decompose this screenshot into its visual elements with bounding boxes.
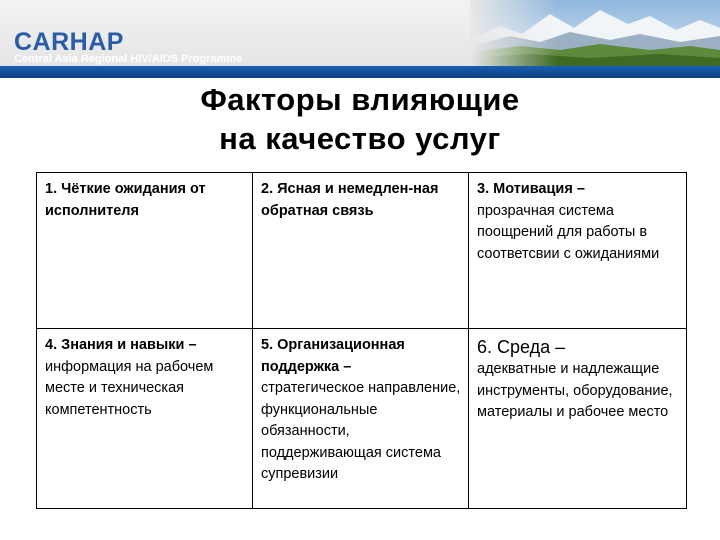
logo-title: CARHAP — [14, 28, 124, 56]
factor-heading: 6. Среда – — [477, 337, 566, 357]
factor-heading: 5. Организационная поддержка – — [261, 337, 405, 375]
factor-cell-3 — [469, 173, 687, 329]
slide-title-line-1: Факторы влияющие — [200, 82, 520, 117]
factor-cell-6 — [469, 329, 687, 509]
factor-body: прозрачная система поощрений для работы в соответсвии с ожиданиями — [477, 202, 660, 262]
slide-title-line-2: на качество услуг — [219, 121, 501, 156]
mountain-landscape-icon — [470, 0, 720, 66]
table-row — [37, 173, 687, 329]
factor-cell-5 — [253, 329, 469, 509]
factor-body: адекватные и надлежащие инструменты, оборудование, материалы и рабочее место — [477, 361, 673, 420]
mountain-photo — [470, 0, 720, 66]
factor-heading: 2. Ясная и немедлен-ная обратная связь — [261, 181, 439, 219]
factor-cell-4 — [37, 329, 253, 509]
factor-heading: 4. Знания и навыки – — [45, 337, 197, 353]
slide-title — [150, 80, 570, 158]
factor-cell-2 — [253, 173, 469, 329]
factor-cell-1 — [37, 173, 253, 329]
factor-body: стратегическое направление, функциональные обязанности, поддерживающая система супревизии — [261, 380, 461, 482]
factor-heading: 1. Чёткие ожидания от исполнителя — [45, 181, 206, 219]
logo-subtitle: Central Asia Regional HIV/AIDS Programme — [14, 53, 243, 65]
factor-body: информация на рабочем месте и техническая компетентность — [45, 358, 214, 418]
header-banner — [0, 0, 720, 78]
table-row — [37, 329, 687, 509]
factors-table — [36, 172, 687, 509]
factor-heading: 3. Мотивация – — [477, 181, 585, 197]
header-band — [0, 66, 720, 78]
